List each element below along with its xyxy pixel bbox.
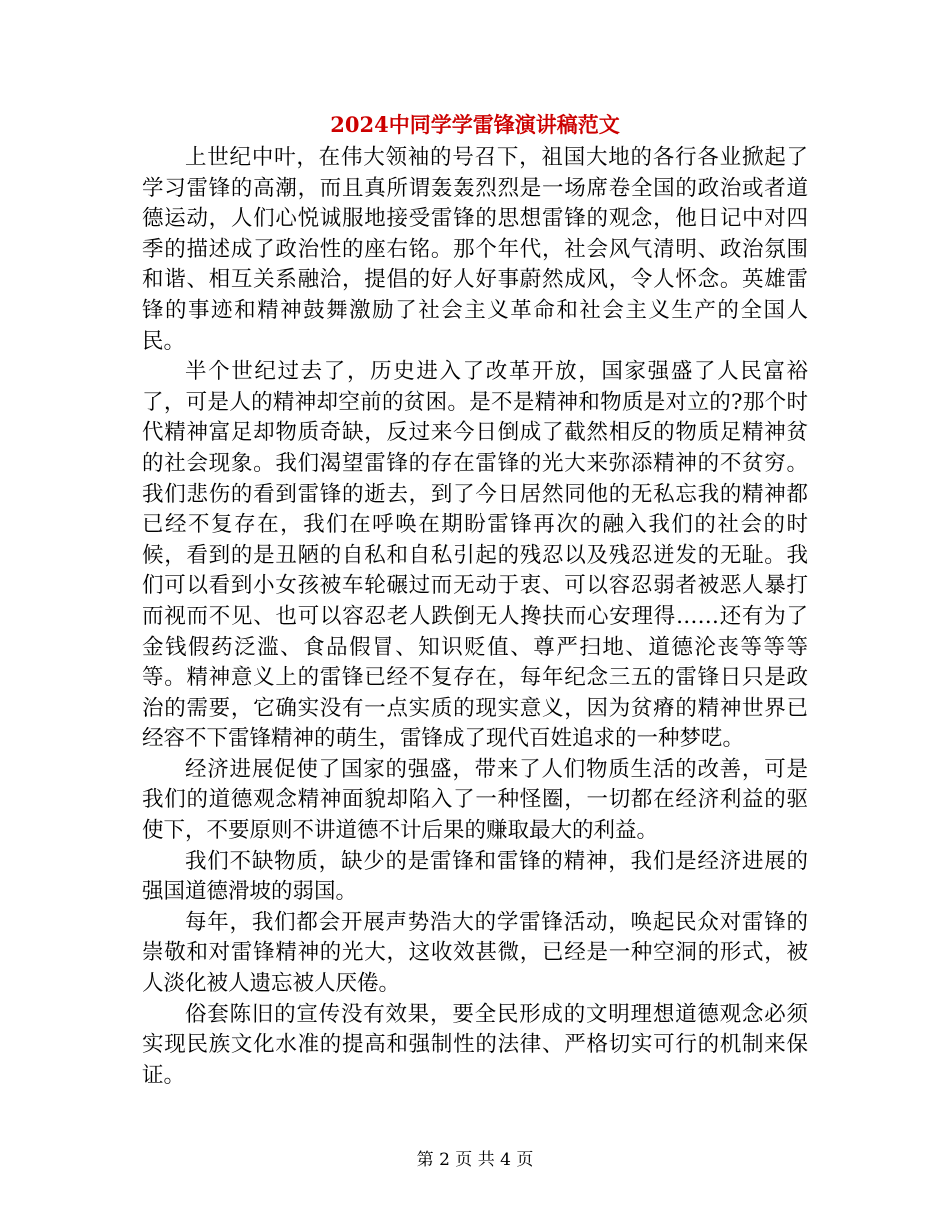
paragraph-6: 俗套陈旧的宣传没有效果，要全民形成的文明理想道德观念必须实现民族文化水准的提高和强制性的法律、严格切实可行的机制来保证。 (142, 1001, 808, 1088)
page-footer: 第 2 页 共 4 页 (416, 1150, 534, 1170)
paragraph-3: 经济进展促使了国家的强盛，带来了人们物质生活的改善，可是我们的道德观念精神面貌却陷入了一种怪圈，一切都在经济利益的驱使下，不要原则不讲道德不计后果的赚取最大的利益。 (142, 756, 808, 844)
paragraph-5: 每年，我们都会开展声势浩大的学雷锋活动，唤起民众对雷锋的崇敬和对雷锋精神的光大，这收效甚微，已经是一种空洞的形式，被人淡化被人遗忘被人厌倦。 (142, 909, 808, 997)
paragraph-1: 上世纪中叶，在伟大领袖的号召下，祖国大地的各行各业掀起了学习雷锋的高潮，而且真所谓轰轰烈烈是一场席卷全国的政治或者道德运动，人们心悦诚服地接受雷锋的思想雷锋的观念，他日记中对四季的描述成了政治性的座右铭。那个年代，社会风气清明、政治氛围和谐、相互关系融洽，提倡的好人好事蔚然成风，令人怀念。英雄雷锋的事迹和精神鼓舞激励了社会主义革命和社会主义生产的全国人民。 (142, 145, 808, 354)
document-title: 2024中同学学雷锋演讲稿范文 (330, 112, 620, 137)
paragraph-4: 我们不缺物质，缺少的是雷锋和雷锋的精神，我们是经济进展的强国道德滑坡的弱国。 (142, 848, 808, 905)
paragraph-2: 半个世纪过去了，历史进入了改革开放，国家强盛了人民富裕了，可是人的精神却空前的贫困。是不是精神和物质是对立的?那个时代精神富足却物质奇缺，反过来今日倒成了截然相反的物质足精神贫的社会现象。我们渴望雷锋的存在雷锋的光大来弥添精神的不贫穷。 我们悲伤的看到雷锋的逝去，到了今日居然同他的无私忘我的精神都已经不复存在，我们在呼唤在期盼雷锋再次的融入我们的社会的时候，看到的是丑陋的自私和自私引起的残忍以及残忍迸发的无耻。我们可以看到小女孩被车轮碾过而无动于衷、可以容忍弱者被恶人暴打而视而不见、也可以容忍老人跌倒无人搀扶而心安理得……还有为了金钱假药泛滥、食品假冒、知识贬值、尊严扫地、道德沦丧等等等等。精神意义上的雷锋已经不复存在，每年纪念三五的雷锋日只是政治的需要，它确实没有一点实质的现实意义，因为贫瘠的精神世界已经容不下雷锋精神的萌生，雷锋成了现代百姓追求的一种梦呓。 (142, 359, 808, 752)
document-body (142, 143, 808, 1091)
